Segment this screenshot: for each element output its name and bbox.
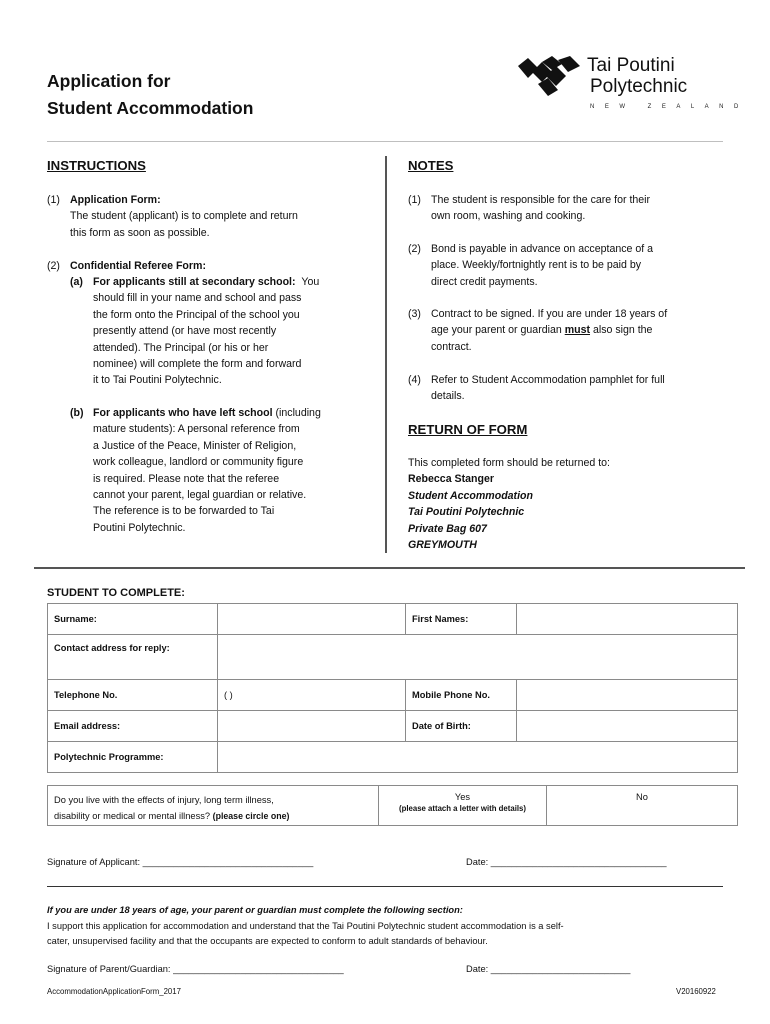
support-line: I support this application for accommodation and understand that the Tai Poutini Polytechnic student accommodation is a self- [47, 921, 564, 931]
note-2 [408, 241, 724, 290]
instruction-2a [70, 274, 370, 389]
contact-address-field[interactable] [218, 635, 738, 680]
instruction-2b [70, 405, 370, 536]
note-text: also sign the [592, 324, 653, 337]
footer-form-id: AccommodationApplicationForm_2017 [47, 987, 181, 996]
item-number: (2) [47, 260, 60, 272]
instruction-2a-line: nominee) will complete the form and forward [93, 358, 302, 371]
logo-text-line-1: Tai Poutini [587, 55, 675, 76]
instruction-2a-line: the form onto the Principal of the school you [93, 308, 300, 321]
circle-instruction: (please circle one) [212, 811, 290, 821]
illness-question [48, 786, 379, 826]
support-statement [47, 919, 737, 949]
return-line: Private Bag 607 [408, 522, 487, 535]
programme-label: Polytechnic Programme: [48, 742, 218, 773]
note-line: details. [431, 390, 465, 403]
telephone-field[interactable]: ( ) [218, 680, 406, 711]
instruction-2-title: Confidential Referee Form: [70, 260, 206, 272]
instruction-2b-line: a Justice of the Peace, Minister of Religion, [93, 439, 297, 452]
logo-subtext: NEW ZEALAND [590, 104, 749, 110]
instruction-2a-line: presently attend (or have most recently [93, 325, 277, 338]
return-line: Student Accommodation [408, 489, 533, 502]
instruction-1-line: The student (applicant) is to complete and return [70, 210, 298, 223]
mobile-field[interactable] [517, 680, 738, 711]
student-section-heading: STUDENT TO COMPLETE: [47, 587, 185, 599]
return-address [408, 455, 724, 553]
illness-question-line: Do you live with the effects of injury, long term illness, [54, 795, 274, 805]
instruction-2a-title: For applicants still at secondary school: [93, 276, 296, 288]
email-field[interactable] [218, 711, 406, 742]
instruction-2b-line: work colleague, landlord or community figure [93, 456, 304, 469]
instruction-1-line: this form as soon as possible. [70, 226, 210, 239]
item-number: (1) [47, 194, 60, 206]
programme-field[interactable] [218, 742, 738, 773]
note-line: Refer to Student Accommodation pamphlet for full [431, 374, 665, 386]
instructions-heading: INSTRUCTIONS [47, 158, 146, 173]
title-line-1: Application for [47, 71, 171, 91]
under-18-heading: If you are under 18 years of age, your parent or guardian must complete the following section: [47, 905, 463, 915]
instruction-2b-line: is required. Please note that the referee [93, 472, 280, 485]
yes-label: Yes [454, 792, 471, 802]
applicant-signature-line[interactable]: Signature of Applicant: _________________________________ [47, 857, 314, 867]
yes-option[interactable] [379, 786, 547, 826]
instruction-2b-line: The reference is to be forwarded to Tai [93, 505, 275, 518]
item-number: (2) [408, 243, 421, 255]
note-4 [408, 372, 724, 405]
applicant-date-line[interactable]: Date: __________________________________ [466, 857, 667, 867]
note-line: Contract to be signed. If you are under 18 years of [431, 308, 668, 320]
logo-text-line-2: Polytechnic [590, 76, 688, 97]
note-3 [408, 306, 724, 355]
student-form-table [47, 603, 738, 773]
dob-field[interactable] [517, 711, 738, 742]
note-line: place. Weekly/fortnightly rent is to be paid by [431, 259, 642, 272]
instruction-2a-text: You [301, 276, 320, 288]
instruction-item-2 [47, 258, 367, 274]
surname-label: Surname: [48, 604, 218, 635]
item-letter: (b) [70, 407, 84, 419]
instruction-item-1 [47, 192, 367, 241]
no-label: No [636, 792, 648, 802]
instruction-2b-line: cannot your parent, legal guardian or relative. [93, 489, 307, 502]
return-heading: RETURN OF FORM [408, 422, 528, 437]
instruction-2b-line: Poutini Polytechnic. [93, 521, 186, 534]
first-names-field[interactable] [517, 604, 738, 635]
illness-question-line: disability or medical or mental illness? [54, 811, 211, 821]
signature-divider [47, 886, 723, 887]
return-name: Rebecca Stanger [408, 473, 494, 486]
page-title [47, 68, 253, 122]
note-emphasis: must [564, 324, 591, 337]
footer-version: V20160922 [676, 987, 716, 996]
item-number: (1) [408, 194, 421, 206]
note-text: age your parent or guardian [431, 324, 562, 337]
note-1 [408, 192, 724, 225]
item-number: (4) [408, 374, 421, 386]
header-divider [47, 141, 723, 142]
contact-label: Contact address for reply: [48, 635, 218, 680]
title-line-2: Student Accommodation [47, 98, 254, 118]
no-option[interactable] [547, 786, 738, 826]
parent-signature-line[interactable]: Signature of Parent/Guardian: _________________________________ [47, 964, 344, 974]
notes-heading: NOTES [408, 158, 454, 173]
item-number: (3) [408, 308, 421, 320]
item-letter: (a) [70, 276, 83, 288]
surname-field[interactable] [218, 604, 406, 635]
email-label: Email address: [48, 711, 218, 742]
section-divider [34, 567, 745, 569]
instruction-2b-text: (including [275, 407, 321, 419]
illness-question-table [47, 785, 738, 826]
instruction-2b-line: mature students): A personal reference from [93, 423, 300, 436]
dob-label: Date of Birth: [406, 711, 517, 742]
return-line: GREYMOUTH [408, 539, 477, 552]
first-names-label: First Names: [406, 604, 517, 635]
mobile-label: Mobile Phone No. [406, 680, 517, 711]
column-divider [385, 156, 387, 553]
instruction-2a-line: attended). The Principal (or his or her [93, 341, 269, 354]
instruction-1-title: Application Form: [70, 194, 161, 206]
yes-note: (please attach a letter with details) [399, 804, 526, 813]
logo-mark-icon [518, 56, 584, 100]
return-line: Tai Poutini Polytechnic [408, 506, 525, 519]
note-line: contract. [431, 340, 472, 353]
instruction-2a-line: it to Tai Poutini Polytechnic. [93, 374, 222, 387]
note-line: direct credit payments. [431, 275, 538, 288]
telephone-label: Telephone No. [48, 680, 218, 711]
note-line: own room, washing and cooking. [431, 210, 586, 223]
note-line: Bond is payable in advance on acceptance of a [431, 243, 654, 255]
instruction-2b-title: For applicants who have left school [93, 407, 273, 419]
return-intro: This completed form should be returned to: [408, 457, 610, 469]
support-line: cater, unsupervised facility and that the occupants are expected to conform to adult standards of behaviour. [47, 936, 488, 946]
instruction-2a-line: should fill in your name and school and pass [93, 292, 302, 305]
parent-date-line[interactable]: Date: ___________________________ [466, 964, 631, 974]
note-line: The student is responsible for the care for their [431, 194, 651, 206]
